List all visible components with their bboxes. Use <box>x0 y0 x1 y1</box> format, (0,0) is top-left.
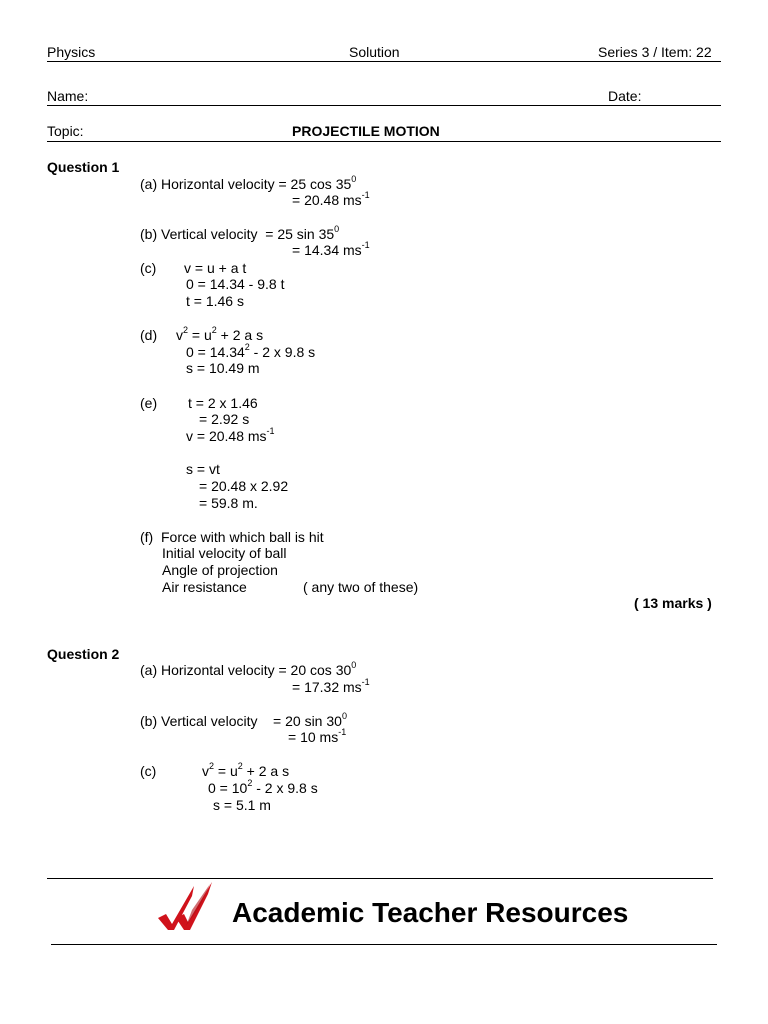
q2c-line2: $0 = 10^2 - 2$ x 9.8 s <box>208 778 318 796</box>
q1f-line2: Initial velocity of ball <box>162 545 287 561</box>
q1d-line2: $0 = 14.34^2 - 2$ x 9.8 s <box>186 342 316 360</box>
brand-name: Academic Teacher Resources <box>232 897 629 928</box>
q1e-line2: = 2.92 s <box>199 411 250 427</box>
q2b-line1: (b) Vertical velocity = 20 $\sin 30^0$ <box>140 711 347 729</box>
q2b-line2: = 10 $ms^{-1}$ <box>288 727 347 745</box>
q2a-line1: (a) Horizontal velocity = 20 $\cos 30^0$ <box>140 660 357 678</box>
name-divider <box>47 105 721 106</box>
q1f-line4: Air resistance <box>162 579 247 595</box>
q1a-line2: = 20.48 $ms^{-1}$ <box>292 190 370 208</box>
q2c-line1: $v^2 = u^2 + 2$ a s <box>202 761 290 779</box>
doc-type-label: Solution <box>349 44 400 60</box>
question-1-title: Question 1 <box>47 159 120 175</box>
q1e-label: (e) <box>140 395 158 411</box>
q1f-line1: (f) Force with which ball is hit <box>140 529 324 545</box>
q1c-line3: t = 1.46 s <box>186 293 244 309</box>
q2c-line3: s = 5.1 m <box>213 797 271 813</box>
date-label: Date: <box>608 88 642 104</box>
q1a-line1: (a) Horizontal velocity = 25 $\cos 35^0$ <box>140 174 357 192</box>
q1d-label: (d) <box>140 327 158 343</box>
q1f-note: ( any two of these) <box>303 579 419 595</box>
series-label: Series 3 / Item: 22 <box>598 44 712 60</box>
q1f-line3: Angle of projection <box>162 562 278 578</box>
topic-divider <box>47 141 721 142</box>
name-label: Name: <box>47 88 89 104</box>
q1c-line1: v = u + a t <box>184 260 247 276</box>
q1b-line1: (b) Vertical velocity = 25 $\sin 35^0$ <box>140 224 340 242</box>
q2c-label: (c) <box>140 763 157 779</box>
topic-label: Topic: <box>47 123 84 139</box>
header-divider <box>47 61 721 62</box>
q1e-line3: v = 20.48 $ms^{-1}$ <box>186 426 275 444</box>
topic-title: PROJECTILE MOTION <box>292 123 440 139</box>
q1d-line1: $v^2 = u^2 + 2$ a s <box>176 325 264 343</box>
footer-top-rule <box>47 878 713 879</box>
q1e-line5: = 20.48 x 2.92 <box>199 478 289 494</box>
q1c-label: (c) <box>140 260 157 276</box>
subject-label: Physics <box>47 44 96 60</box>
q1e-line6: = 59.8 m. <box>199 495 258 511</box>
q1c-line2: 0 = 14.34 - 9.8 t <box>186 276 285 292</box>
footer-bottom-rule <box>51 944 717 945</box>
red-check-marks-logo-icon <box>156 880 214 932</box>
q1-marks: ( 13 marks ) <box>634 595 712 611</box>
question-2-title: Question 2 <box>47 646 120 662</box>
q1e-line4: s = vt <box>186 461 220 477</box>
q1d-line3: s = 10.49 m <box>186 360 260 376</box>
q1b-line2: = 14.34 $ms^{-1}$ <box>292 240 370 258</box>
q2a-line2: = 17.32 $ms^{-1}$ <box>292 677 370 695</box>
q1e-line1: t = 2 x 1.46 <box>188 395 258 411</box>
